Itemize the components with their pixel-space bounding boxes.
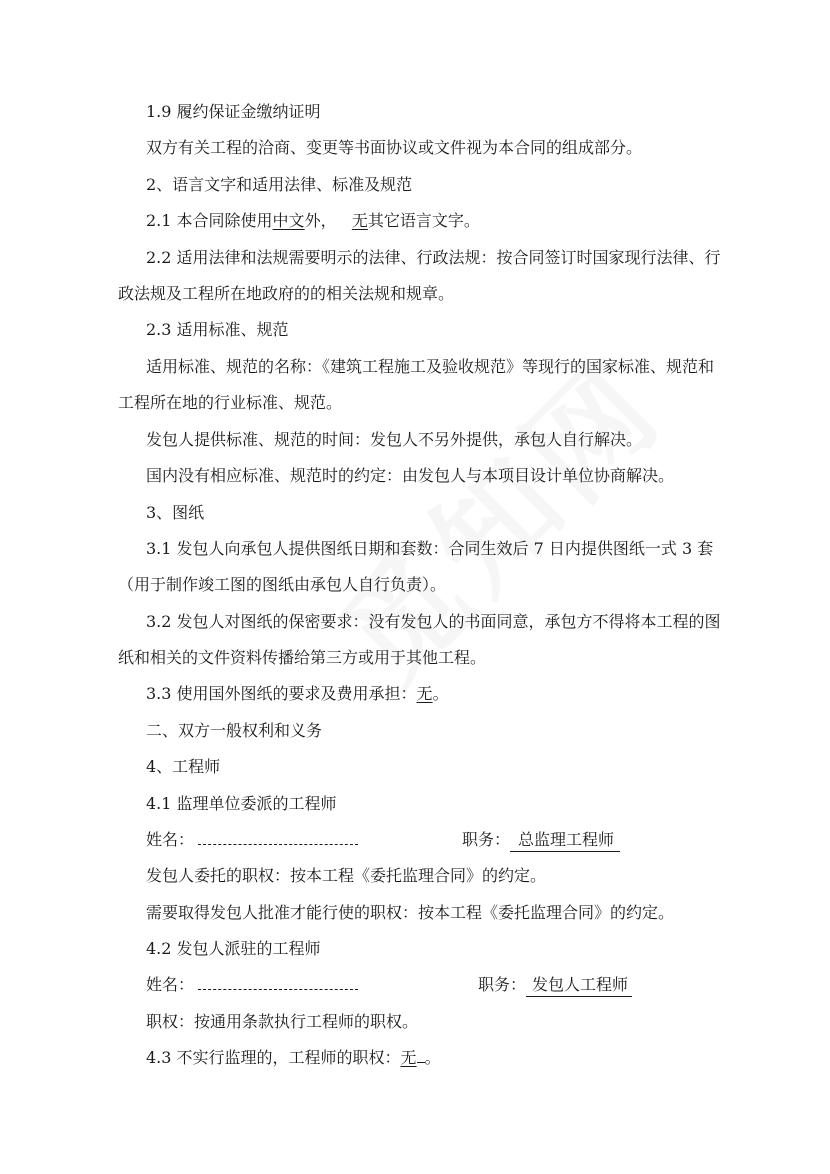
clause-4-1: 4.1 监理单位委派的工程师 bbox=[146, 794, 337, 813]
employer-engineer-position bbox=[478, 975, 632, 997]
position-value: 发包人工程师 bbox=[526, 975, 632, 997]
standards-name-cont: 工程所在地的行业标准、规范。 bbox=[118, 393, 343, 412]
foreign-drawings-value: 无 bbox=[416, 684, 433, 703]
name-blank bbox=[198, 975, 358, 990]
clause-4-2: 4.2 发包人派驻的工程师 bbox=[146, 939, 321, 958]
clause-2-1-mid: 外， bbox=[304, 211, 337, 230]
standards-agreement: 国内没有相应标准、规范时的约定：由发包人与本项目设计单位协商解决。 bbox=[146, 466, 675, 485]
language-value: 中文 bbox=[272, 211, 305, 230]
name-label: 姓名： bbox=[146, 830, 195, 849]
clause-3-1-cont: （用于制作竣工图的图纸由承包人自行负责）。 bbox=[118, 575, 447, 594]
clause-2-3: 2.3 适用标准、规范 bbox=[146, 320, 289, 339]
heading-language-law: 2、语言文字和适用法律、标准及规范 bbox=[146, 175, 413, 194]
standards-time: 发包人提供标准、规范的时间：发包人不另外提供，承包人自行解决。 bbox=[146, 430, 643, 449]
no-supervision-authority-value: 无 bbox=[400, 1048, 417, 1067]
clause-3-3-pre: 3.3 使用国外图纸的要求及费用承担： bbox=[146, 684, 417, 703]
heading-engineer: 4、工程师 bbox=[146, 757, 221, 776]
position-value: 总监理工程师 bbox=[510, 830, 620, 852]
delegated-authority: 发包人委托的职权：按本工程《委托监理合同》的约定。 bbox=[146, 866, 547, 885]
engineer-authority: 职权：按通用条款执行工程师的职权。 bbox=[146, 1012, 419, 1031]
clause-3-2: 3.2 发包人对图纸的保密要求：没有发包人的书面同意，承包方不得将本工程的图 bbox=[146, 612, 721, 631]
clause-1-9: 1.9 履约保证金缴纳证明 bbox=[146, 102, 321, 121]
clause-2-2-cont: 政法规及工程所在地政府的的相关法规和规章。 bbox=[118, 284, 455, 303]
clause-2-1-pre: 2.1 本合同除使用 bbox=[146, 211, 273, 230]
standards-name: 适用标准、规范的名称：《建筑工程施工及验收规范》等现行的国家标准、规范和 bbox=[146, 357, 715, 376]
other-language-value: 无 bbox=[351, 211, 368, 230]
clause-3-3 bbox=[146, 684, 449, 704]
position-label: 职务： bbox=[462, 830, 511, 849]
supervisor-name-row bbox=[146, 830, 358, 850]
clause-3-1: 3.1 发包人向承包人提供图纸日期和套数：合同生效后 7 日内提供图纸一式 3 套 bbox=[146, 539, 714, 558]
clause-4-3 bbox=[146, 1048, 441, 1068]
approval-authority: 需要取得发包人批准才能行使的职权：按本工程《委托监理合同》的约定。 bbox=[146, 903, 675, 922]
name-blank bbox=[198, 830, 358, 845]
supervisor-position bbox=[462, 830, 620, 852]
heading-drawings: 3、图纸 bbox=[146, 503, 205, 522]
employer-engineer-name-row bbox=[146, 975, 358, 995]
clause-2-1-post: 其它语言文字。 bbox=[367, 211, 480, 230]
name-label: 姓名： bbox=[146, 975, 195, 994]
clause-2-1 bbox=[146, 211, 480, 231]
clause-4-3-pre: 4.3 不实行监理的，工程师的职权： bbox=[146, 1048, 401, 1067]
clause-4-3-post: 。 bbox=[424, 1048, 441, 1067]
position-label: 职务： bbox=[478, 975, 527, 994]
clause-2-2: 2.2 适用法律和法规需要明示的法律、行政法规：按合同签订时国家现行法律、行 bbox=[146, 248, 721, 267]
paragraph-agreements: 双方有关工程的洽商、变更等书面协议或文件视为本合同的组成部分。 bbox=[146, 138, 643, 157]
clause-3-3-post: 。 bbox=[432, 684, 449, 703]
heading-rights-obligations: 二、双方一般权利和义务 bbox=[146, 721, 323, 740]
clause-3-2-cont: 纸和相关的文件资料传播给第三方或用于其他工程。 bbox=[118, 648, 487, 667]
short-blank bbox=[417, 1048, 425, 1063]
